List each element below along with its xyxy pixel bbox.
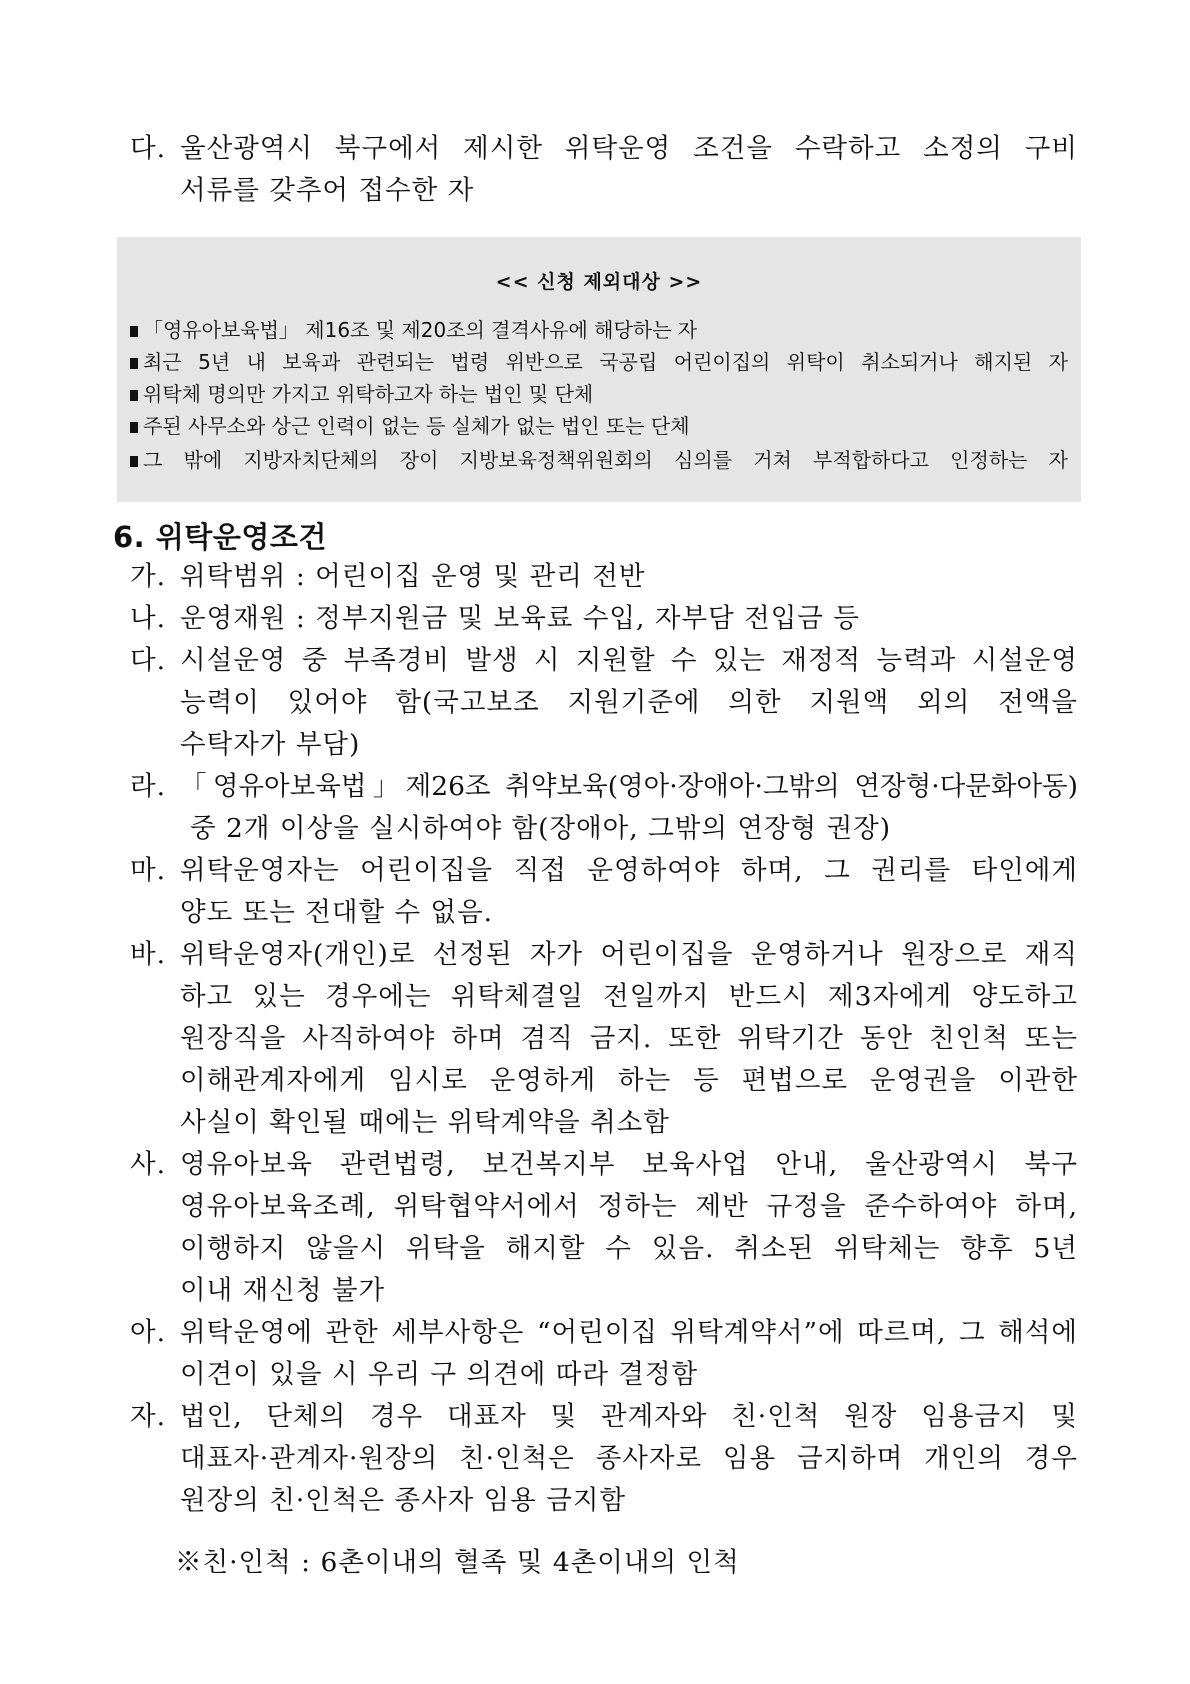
condition-line: 능력이 있어야 함(국고보조 지원기준에 의한 지원액 외의 전액을	[180, 687, 1078, 718]
condition-line: 영유아보육조례, 위탁협약서에서 정하는 제반 규정을 준수하여야 하며,	[180, 1191, 1078, 1222]
condition-item	[130, 1144, 1078, 1312]
condition-line: 대표자·관계자·원장의 친·인척은 종사자로 임용 금지하며 개인의 경우	[180, 1443, 1078, 1474]
exclusion-box	[117, 237, 1081, 502]
condition-item	[130, 640, 1078, 766]
condition-item	[130, 766, 1078, 850]
condition-item	[130, 1312, 1078, 1396]
condition-marker: 다.	[130, 645, 167, 676]
condition-line: 수탁자가 부담)	[180, 729, 361, 760]
square-bullet-icon	[130, 390, 138, 401]
condition-item	[130, 1396, 1078, 1522]
exclusion-item	[130, 317, 1068, 343]
kinship-note: ※친·인척 : 6촌이내의 혈족 및 4촌이내의 인척	[175, 1547, 740, 1578]
intro-paragraph	[130, 128, 1078, 212]
condition-line: 중 2개 이상을 실시하여야 함(장애아, 그밖의 연장형 권장)	[190, 813, 892, 844]
condition-item	[130, 850, 1078, 934]
exclusion-item	[130, 381, 1068, 407]
square-bullet-icon	[130, 422, 138, 433]
condition-marker: 라.	[130, 771, 167, 802]
square-bullet-icon	[130, 326, 138, 337]
condition-marker: 아.	[130, 1317, 167, 1348]
exclusion-item	[130, 413, 1068, 439]
paragraph-marker: 다.	[130, 133, 167, 164]
square-bullet-icon	[130, 456, 138, 467]
condition-line: 운영재원 : 정부지원금 및 보육료 수입, 자부담 전입금 등	[180, 603, 860, 634]
condition-item	[130, 598, 1078, 640]
condition-line: 원장의 친·인척은 종사자 임용 금지함	[180, 1485, 627, 1516]
condition-line: 사실이 확인될 때에는 위탁계약을 취소함	[180, 1107, 670, 1138]
condition-line: 법인, 단체의 경우 대표자 및 관계자와 친·인척 원장 임용금지 및	[180, 1401, 1078, 1432]
exclusion-box-title: << 신청 제외대상 >>	[495, 271, 703, 293]
condition-marker: 자.	[130, 1401, 167, 1432]
condition-marker: 바.	[130, 939, 167, 970]
exclusion-item-text: 「영유아보육법」 제16조 및 제20조의 결격사유에 해당하는 자	[143, 318, 698, 342]
square-bullet-icon	[130, 358, 138, 369]
condition-line: 이해관계자에게 임시로 운영하게 하는 등 편법으로 운영권을 이관한	[180, 1065, 1078, 1096]
condition-marker: 사.	[130, 1149, 167, 1180]
condition-line: 이내 재신청 불가	[180, 1275, 386, 1306]
paragraph-line: 서류를 갖추어 접수한 자	[180, 175, 475, 206]
condition-marker: 나.	[130, 603, 167, 634]
condition-item	[130, 556, 1078, 598]
condition-line: 위탁운영자는 어린이집을 직접 운영하여야 하며, 그 권리를 타인에게	[180, 855, 1078, 886]
exclusion-item	[130, 447, 1068, 473]
exclusion-item-text: 위탁체 명의만 가지고 위탁하고자 하는 법인 및 단체	[143, 382, 594, 406]
paragraph-line: 울산광역시 북구에서 제시한 위탁운영 조건을 수락하고 소정의 구비	[180, 133, 1078, 164]
exclusion-item-text: 주된 사무소와 상근 인력이 없는 등 실체가 없는 법인 또는 단체	[143, 414, 690, 438]
condition-line: 하고 있는 경우에는 위탁체결일 전일까지 반드시 제3자에게 양도하고	[180, 981, 1078, 1012]
exclusion-item-text: 그 밖에 지방자치단체의 장이 지방보육정책위원회의 심의를 거쳐 부적합하다고 인정하는 자	[143, 448, 1068, 472]
exclusion-item-text: 최근 5년 내 보육과 관련되는 법령 위반으로 국공립 어린이집의 위탁이 취소되거나 해지된 자	[143, 350, 1068, 374]
condition-line: 시설운영 중 부족경비 발생 시 지원할 수 있는 재정적 능력과 시설운영	[180, 645, 1078, 676]
exclusion-item	[130, 349, 1068, 375]
condition-line: 위탁운영자(개인)로 선정된 자가 어린이집을 운영하거나 원장으로 재직	[180, 939, 1078, 970]
condition-line: 이견이 있을 시 우리 구 의견에 따라 결정함	[180, 1359, 699, 1390]
condition-line: 원장직을 사직하여야 하며 겸직 금지. 또한 위탁기간 동안 친인척 또는	[180, 1023, 1078, 1054]
condition-line: 위탁범위 : 어린이집 운영 및 관리 전반	[180, 561, 646, 592]
condition-line: 위탁운영에 관한 세부사항은 “어린이집 위탁계약서”에 따르며, 그 해석에	[180, 1317, 1078, 1348]
condition-line: 양도 또는 전대할 수 없음.	[180, 897, 494, 928]
condition-marker: 가.	[130, 561, 167, 592]
condition-line: 이행하지 않을시 위탁을 해지할 수 있음. 취소된 위탁체는 향후 5년	[180, 1233, 1078, 1264]
condition-line: 영유아보육 관련법령, 보건복지부 보육사업 안내, 울산광역시 북구	[180, 1149, 1078, 1180]
condition-marker: 마.	[130, 855, 167, 886]
condition-line: 「영유아보육법」제26조 취약보육(영아·장애아·그밖의 연장형·다문화아동)	[180, 771, 1078, 802]
section-title: 6. 위탁운영조건	[113, 520, 327, 554]
condition-item	[130, 934, 1078, 1144]
